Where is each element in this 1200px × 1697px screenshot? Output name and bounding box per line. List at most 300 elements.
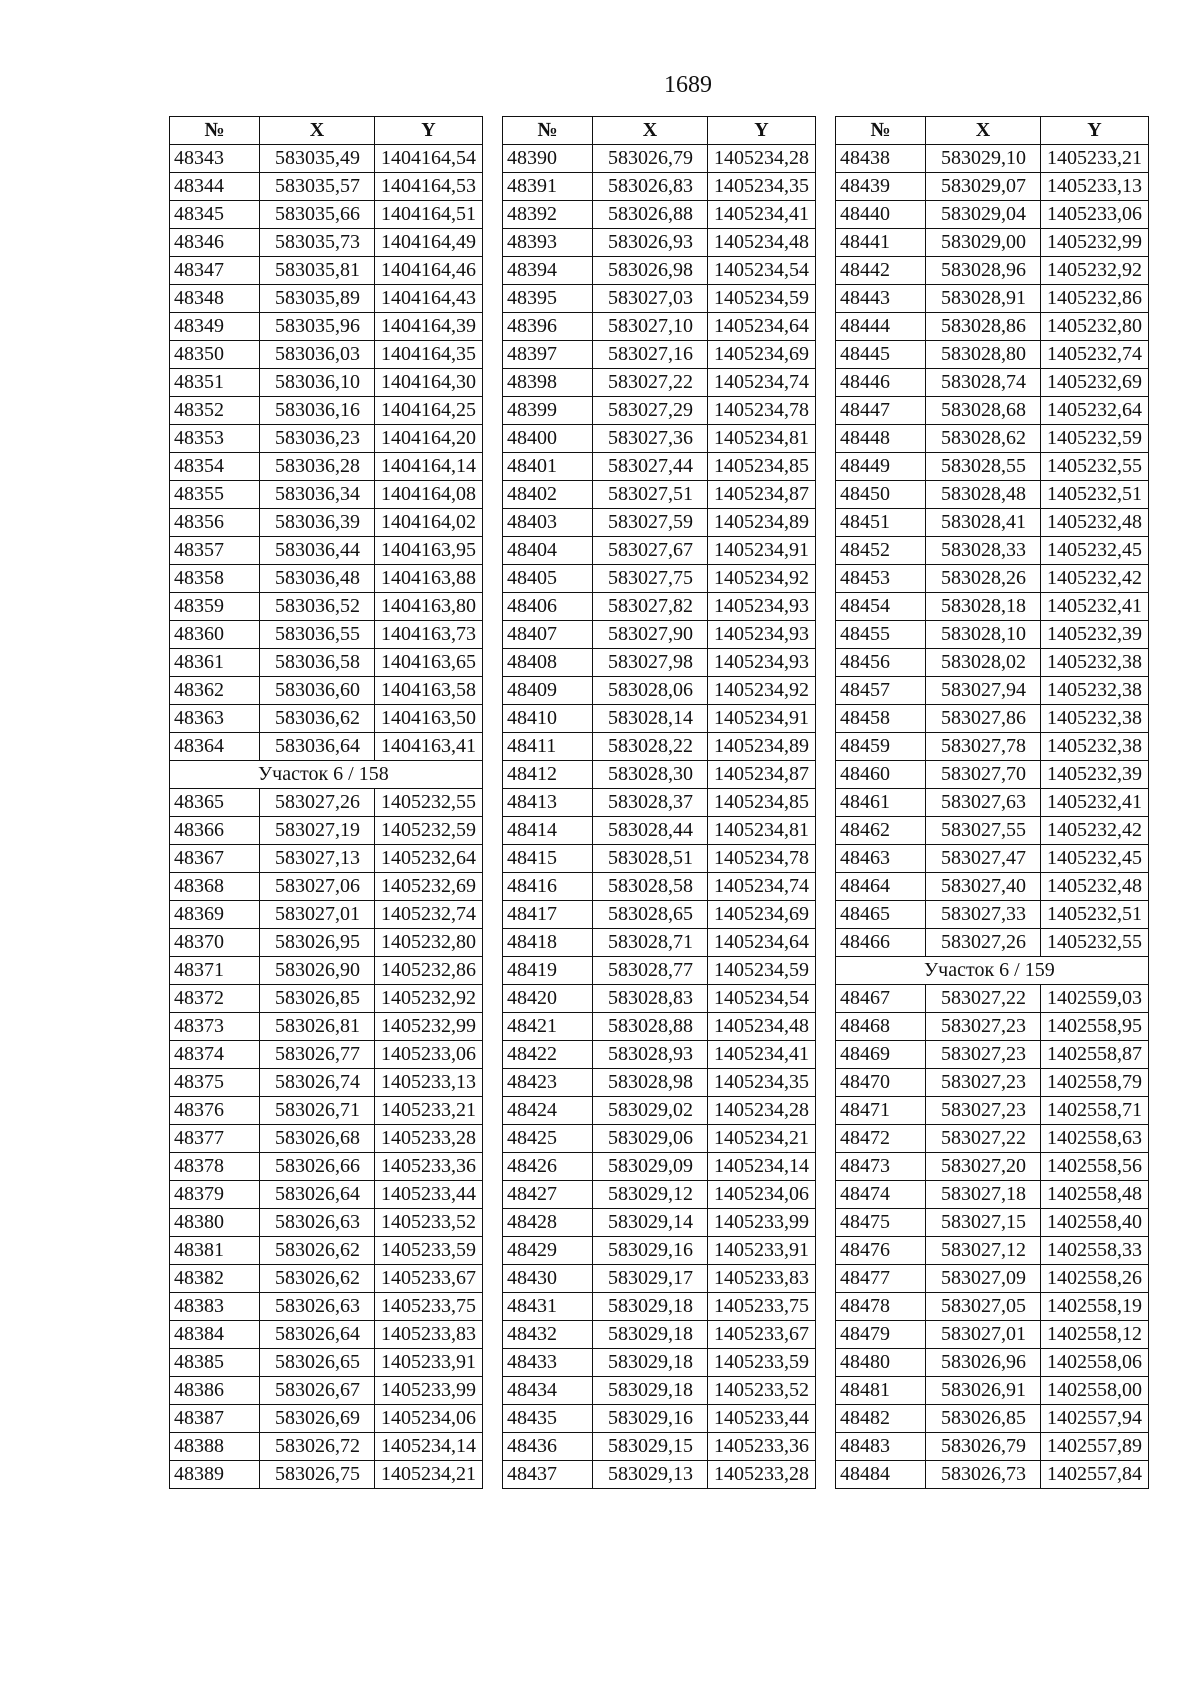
y-coordinate-cell: 1405233,13	[375, 1069, 483, 1097]
y-coordinate-cell: 1405232,64	[375, 845, 483, 873]
point-number-cell: 48478	[836, 1293, 926, 1321]
table-row	[170, 173, 483, 201]
x-coordinate-cell: 583036,16	[260, 397, 375, 425]
point-number-cell: 48416	[503, 873, 593, 901]
y-coordinate-cell: 1404164,30	[375, 369, 483, 397]
x-coordinate-cell: 583026,83	[593, 173, 708, 201]
x-coordinate-cell: 583036,48	[260, 565, 375, 593]
x-coordinate-cell: 583027,19	[260, 817, 375, 845]
y-coordinate-cell: 1405233,99	[375, 1377, 483, 1405]
table-row	[170, 649, 483, 677]
y-coordinate-cell: 1405232,42	[1041, 817, 1149, 845]
x-coordinate-cell: 583027,03	[593, 285, 708, 313]
point-number-cell: 48459	[836, 733, 926, 761]
x-coordinate-cell: 583036,52	[260, 593, 375, 621]
table-row	[836, 761, 1149, 789]
x-coordinate-cell: 583028,02	[926, 649, 1041, 677]
x-coordinate-cell: 583026,71	[260, 1097, 375, 1125]
table-row	[836, 1405, 1149, 1433]
y-coordinate-cell: 1405234,41	[708, 201, 816, 229]
point-number-cell: 48383	[170, 1293, 260, 1321]
table-row	[503, 1349, 816, 1377]
y-coordinate-cell: 1404164,02	[375, 509, 483, 537]
point-number-cell: 48450	[836, 481, 926, 509]
y-coordinate-cell: 1405234,69	[708, 901, 816, 929]
y-coordinate-cell: 1405233,44	[708, 1405, 816, 1433]
point-number-cell: 48464	[836, 873, 926, 901]
point-number-cell: 48470	[836, 1069, 926, 1097]
x-coordinate-cell: 583028,41	[926, 509, 1041, 537]
y-coordinate-cell: 1405234,28	[708, 145, 816, 173]
x-coordinate-cell: 583027,44	[593, 453, 708, 481]
point-number-cell: 48475	[836, 1209, 926, 1237]
point-number-cell: 48418	[503, 929, 593, 957]
point-number-cell: 48419	[503, 957, 593, 985]
point-number-cell: 48371	[170, 957, 260, 985]
x-coordinate-cell: 583036,03	[260, 341, 375, 369]
x-coordinate-cell: 583027,78	[926, 733, 1041, 761]
y-coordinate-cell: 1405234,74	[708, 369, 816, 397]
x-coordinate-cell: 583027,12	[926, 1237, 1041, 1265]
y-coordinate-cell: 1405232,74	[1041, 341, 1149, 369]
table-row	[503, 845, 816, 873]
point-number-cell: 48363	[170, 705, 260, 733]
y-coordinate-cell: 1405232,86	[375, 957, 483, 985]
x-coordinate-cell: 583027,47	[926, 845, 1041, 873]
point-number-cell: 48421	[503, 1013, 593, 1041]
y-coordinate-cell: 1405232,59	[1041, 425, 1149, 453]
point-number-cell: 48345	[170, 201, 260, 229]
table-row	[170, 1041, 483, 1069]
x-coordinate-cell: 583027,33	[926, 901, 1041, 929]
point-number-cell: 48415	[503, 845, 593, 873]
table-row	[170, 537, 483, 565]
y-coordinate-cell: 1405233,28	[375, 1125, 483, 1153]
x-coordinate-cell: 583028,10	[926, 621, 1041, 649]
y-coordinate-cell: 1405234,59	[708, 957, 816, 985]
y-coordinate-cell: 1402557,84	[1041, 1461, 1149, 1489]
x-coordinate-cell: 583035,57	[260, 173, 375, 201]
point-number-cell: 48452	[836, 537, 926, 565]
table-row	[503, 369, 816, 397]
point-number-cell: 48361	[170, 649, 260, 677]
x-coordinate-cell: 583026,62	[260, 1237, 375, 1265]
y-coordinate-cell: 1405233,13	[1041, 173, 1149, 201]
y-coordinate-cell: 1405232,80	[1041, 313, 1149, 341]
point-number-cell: 48446	[836, 369, 926, 397]
x-coordinate-cell: 583027,23	[926, 1013, 1041, 1041]
column-header-number: №	[836, 117, 926, 145]
table-row	[836, 313, 1149, 341]
point-number-cell: 48458	[836, 705, 926, 733]
y-coordinate-cell: 1405234,74	[708, 873, 816, 901]
y-coordinate-cell: 1404164,14	[375, 453, 483, 481]
coordinates-table-2	[502, 116, 816, 1489]
x-coordinate-cell: 583027,22	[926, 1125, 1041, 1153]
x-coordinate-cell: 583026,63	[260, 1293, 375, 1321]
x-coordinate-cell: 583028,55	[926, 453, 1041, 481]
y-coordinate-cell: 1405234,14	[708, 1153, 816, 1181]
x-coordinate-cell: 583027,22	[926, 985, 1041, 1013]
y-coordinate-cell: 1405232,38	[1041, 733, 1149, 761]
y-coordinate-cell: 1405233,75	[708, 1293, 816, 1321]
y-coordinate-cell: 1405234,21	[375, 1461, 483, 1489]
point-number-cell: 48476	[836, 1237, 926, 1265]
point-number-cell: 48364	[170, 733, 260, 761]
point-number-cell: 48434	[503, 1377, 593, 1405]
point-number-cell: 48373	[170, 1013, 260, 1041]
x-coordinate-cell: 583028,71	[593, 929, 708, 957]
table-row	[503, 1125, 816, 1153]
table-row	[503, 593, 816, 621]
x-coordinate-cell: 583028,44	[593, 817, 708, 845]
x-coordinate-cell: 583026,64	[260, 1181, 375, 1209]
x-coordinate-cell: 583027,23	[926, 1041, 1041, 1069]
y-coordinate-cell: 1405232,99	[375, 1013, 483, 1041]
x-coordinate-cell: 583028,86	[926, 313, 1041, 341]
point-number-cell: 48477	[836, 1265, 926, 1293]
point-number-cell: 48449	[836, 453, 926, 481]
x-coordinate-cell: 583027,01	[260, 901, 375, 929]
point-number-cell: 48410	[503, 705, 593, 733]
table-row	[170, 817, 483, 845]
point-number-cell: 48451	[836, 509, 926, 537]
table-row	[503, 173, 816, 201]
x-coordinate-cell: 583026,74	[260, 1069, 375, 1097]
x-coordinate-cell: 583026,73	[926, 1461, 1041, 1489]
point-number-cell: 48356	[170, 509, 260, 537]
x-coordinate-cell: 583028,51	[593, 845, 708, 873]
table-row	[503, 1181, 816, 1209]
y-coordinate-cell: 1404164,35	[375, 341, 483, 369]
table-row	[503, 733, 816, 761]
table-row	[836, 1097, 1149, 1125]
point-number-cell: 48462	[836, 817, 926, 845]
y-coordinate-cell: 1405234,14	[375, 1433, 483, 1461]
column-header-number: №	[170, 117, 260, 145]
table-row	[503, 677, 816, 705]
y-coordinate-cell: 1402558,63	[1041, 1125, 1149, 1153]
point-number-cell: 48427	[503, 1181, 593, 1209]
y-coordinate-cell: 1402558,56	[1041, 1153, 1149, 1181]
y-coordinate-cell: 1405233,91	[708, 1237, 816, 1265]
table-row	[836, 1153, 1149, 1181]
table-row	[503, 257, 816, 285]
table-row	[503, 1405, 816, 1433]
column-header-y: Y	[708, 117, 816, 145]
x-coordinate-cell: 583028,48	[926, 481, 1041, 509]
x-coordinate-cell: 583029,18	[593, 1377, 708, 1405]
y-coordinate-cell: 1404164,54	[375, 145, 483, 173]
x-coordinate-cell: 583027,13	[260, 845, 375, 873]
table-row	[836, 509, 1149, 537]
table-row	[836, 565, 1149, 593]
point-number-cell: 48460	[836, 761, 926, 789]
x-coordinate-cell: 583027,82	[593, 593, 708, 621]
table-row	[836, 1237, 1149, 1265]
table-row	[836, 985, 1149, 1013]
x-coordinate-cell: 583026,95	[260, 929, 375, 957]
point-number-cell: 48454	[836, 593, 926, 621]
point-number-cell: 48344	[170, 173, 260, 201]
y-coordinate-cell: 1405234,85	[708, 453, 816, 481]
point-number-cell: 48423	[503, 1069, 593, 1097]
section-row	[170, 761, 483, 789]
point-number-cell: 48471	[836, 1097, 926, 1125]
table-row	[503, 1321, 816, 1349]
point-number-cell: 48358	[170, 565, 260, 593]
point-number-cell: 48414	[503, 817, 593, 845]
y-coordinate-cell: 1405234,48	[708, 1013, 816, 1041]
table-row	[170, 1153, 483, 1181]
point-number-cell: 48388	[170, 1433, 260, 1461]
y-coordinate-cell: 1402557,89	[1041, 1433, 1149, 1461]
point-number-cell: 48444	[836, 313, 926, 341]
x-coordinate-cell: 583026,88	[593, 201, 708, 229]
point-number-cell: 48343	[170, 145, 260, 173]
point-number-cell: 48381	[170, 1237, 260, 1265]
y-coordinate-cell: 1404164,43	[375, 285, 483, 313]
y-coordinate-cell: 1405232,48	[1041, 873, 1149, 901]
section-row	[836, 957, 1149, 985]
table-row	[503, 1013, 816, 1041]
table-row	[170, 453, 483, 481]
table-row	[170, 705, 483, 733]
x-coordinate-cell: 583027,98	[593, 649, 708, 677]
x-coordinate-cell: 583029,17	[593, 1265, 708, 1293]
point-number-cell: 48456	[836, 649, 926, 677]
y-coordinate-cell: 1404164,25	[375, 397, 483, 425]
table-row	[503, 1237, 816, 1265]
x-coordinate-cell: 583027,23	[926, 1069, 1041, 1097]
table-row	[170, 621, 483, 649]
point-number-cell: 48431	[503, 1293, 593, 1321]
x-coordinate-cell: 583026,98	[593, 257, 708, 285]
point-number-cell: 48346	[170, 229, 260, 257]
x-coordinate-cell: 583026,85	[260, 985, 375, 1013]
y-coordinate-cell: 1402557,94	[1041, 1405, 1149, 1433]
y-coordinate-cell: 1405232,51	[1041, 901, 1149, 929]
y-coordinate-cell: 1405233,67	[375, 1265, 483, 1293]
y-coordinate-cell: 1404164,20	[375, 425, 483, 453]
table-row	[170, 1209, 483, 1237]
table-row	[170, 509, 483, 537]
y-coordinate-cell: 1405233,06	[375, 1041, 483, 1069]
table-row	[836, 1321, 1149, 1349]
point-number-cell: 48473	[836, 1153, 926, 1181]
x-coordinate-cell: 583027,10	[593, 313, 708, 341]
table-row	[836, 1265, 1149, 1293]
point-number-cell: 48432	[503, 1321, 593, 1349]
point-number-cell: 48353	[170, 425, 260, 453]
x-coordinate-cell: 583026,90	[260, 957, 375, 985]
x-coordinate-cell: 583035,73	[260, 229, 375, 257]
x-coordinate-cell: 583029,16	[593, 1237, 708, 1265]
table-row	[503, 705, 816, 733]
x-coordinate-cell: 583026,93	[593, 229, 708, 257]
table-row	[170, 1349, 483, 1377]
x-coordinate-cell: 583028,33	[926, 537, 1041, 565]
x-coordinate-cell: 583036,39	[260, 509, 375, 537]
y-coordinate-cell: 1405232,48	[1041, 509, 1149, 537]
y-coordinate-cell: 1402558,33	[1041, 1237, 1149, 1265]
table-row	[836, 789, 1149, 817]
table-row	[836, 1461, 1149, 1489]
x-coordinate-cell: 583029,12	[593, 1181, 708, 1209]
table-row	[170, 1069, 483, 1097]
table-row	[170, 1237, 483, 1265]
x-coordinate-cell: 583029,18	[593, 1349, 708, 1377]
x-coordinate-cell: 583027,55	[926, 817, 1041, 845]
y-coordinate-cell: 1405234,69	[708, 341, 816, 369]
point-number-cell: 48407	[503, 621, 593, 649]
y-coordinate-cell: 1405233,91	[375, 1349, 483, 1377]
y-coordinate-cell: 1405234,59	[708, 285, 816, 313]
y-coordinate-cell: 1404164,08	[375, 481, 483, 509]
y-coordinate-cell: 1402558,19	[1041, 1293, 1149, 1321]
x-coordinate-cell: 583029,07	[926, 173, 1041, 201]
y-coordinate-cell: 1405234,54	[708, 985, 816, 1013]
x-coordinate-cell: 583029,16	[593, 1405, 708, 1433]
y-coordinate-cell: 1405232,38	[1041, 649, 1149, 677]
y-coordinate-cell: 1405234,85	[708, 789, 816, 817]
x-coordinate-cell: 583029,18	[593, 1293, 708, 1321]
y-coordinate-cell: 1405232,42	[1041, 565, 1149, 593]
y-coordinate-cell: 1405232,45	[1041, 845, 1149, 873]
table-row	[170, 285, 483, 313]
x-coordinate-cell: 583027,09	[926, 1265, 1041, 1293]
x-coordinate-cell: 583028,77	[593, 957, 708, 985]
x-coordinate-cell: 583027,06	[260, 873, 375, 901]
y-coordinate-cell: 1405233,36	[708, 1433, 816, 1461]
y-coordinate-cell: 1405233,44	[375, 1181, 483, 1209]
table-row	[836, 929, 1149, 957]
x-coordinate-cell: 583027,18	[926, 1181, 1041, 1209]
x-coordinate-cell: 583036,23	[260, 425, 375, 453]
table-row	[170, 369, 483, 397]
table-row	[503, 425, 816, 453]
point-number-cell: 48398	[503, 369, 593, 397]
table-row	[170, 733, 483, 761]
x-coordinate-cell: 583026,63	[260, 1209, 375, 1237]
point-number-cell: 48465	[836, 901, 926, 929]
x-coordinate-cell: 583027,40	[926, 873, 1041, 901]
y-coordinate-cell: 1404163,65	[375, 649, 483, 677]
y-coordinate-cell: 1402558,06	[1041, 1349, 1149, 1377]
x-coordinate-cell: 583028,91	[926, 285, 1041, 313]
table-row	[836, 621, 1149, 649]
x-coordinate-cell: 583036,10	[260, 369, 375, 397]
table-row	[836, 901, 1149, 929]
x-coordinate-cell: 583026,81	[260, 1013, 375, 1041]
point-number-cell: 48409	[503, 677, 593, 705]
y-coordinate-cell: 1405234,91	[708, 705, 816, 733]
x-coordinate-cell: 583028,58	[593, 873, 708, 901]
table-row	[503, 313, 816, 341]
table-row	[170, 397, 483, 425]
y-coordinate-cell: 1405234,93	[708, 649, 816, 677]
column-header-y: Y	[1041, 117, 1149, 145]
y-coordinate-cell: 1405232,92	[375, 985, 483, 1013]
y-coordinate-cell: 1405232,99	[1041, 229, 1149, 257]
x-coordinate-cell: 583035,89	[260, 285, 375, 313]
y-coordinate-cell: 1402558,48	[1041, 1181, 1149, 1209]
table-row	[836, 845, 1149, 873]
x-coordinate-cell: 583026,66	[260, 1153, 375, 1181]
x-coordinate-cell: 583026,67	[260, 1377, 375, 1405]
y-coordinate-cell: 1405232,45	[1041, 537, 1149, 565]
y-coordinate-cell: 1404163,58	[375, 677, 483, 705]
y-coordinate-cell: 1405233,67	[708, 1321, 816, 1349]
x-coordinate-cell: 583027,75	[593, 565, 708, 593]
table-row	[170, 1405, 483, 1433]
table-row	[503, 1433, 816, 1461]
point-number-cell: 48480	[836, 1349, 926, 1377]
point-number-cell: 48357	[170, 537, 260, 565]
y-coordinate-cell: 1405233,21	[1041, 145, 1149, 173]
y-coordinate-cell: 1405232,92	[1041, 257, 1149, 285]
point-number-cell: 48481	[836, 1377, 926, 1405]
y-coordinate-cell: 1405233,59	[375, 1237, 483, 1265]
table-row	[836, 257, 1149, 285]
table-row	[836, 537, 1149, 565]
x-coordinate-cell: 583035,66	[260, 201, 375, 229]
table-row	[503, 1069, 816, 1097]
y-coordinate-cell: 1405232,38	[1041, 705, 1149, 733]
y-coordinate-cell: 1405234,92	[708, 677, 816, 705]
x-coordinate-cell: 583026,75	[260, 1461, 375, 1489]
y-coordinate-cell: 1402558,71	[1041, 1097, 1149, 1125]
point-number-cell: 48396	[503, 313, 593, 341]
point-number-cell: 48406	[503, 593, 593, 621]
point-number-cell: 48401	[503, 453, 593, 481]
point-number-cell: 48369	[170, 901, 260, 929]
table-row	[170, 1013, 483, 1041]
point-number-cell: 48367	[170, 845, 260, 873]
y-coordinate-cell: 1402558,00	[1041, 1377, 1149, 1405]
x-coordinate-cell: 583028,62	[926, 425, 1041, 453]
x-coordinate-cell: 583036,28	[260, 453, 375, 481]
table-row	[836, 733, 1149, 761]
y-coordinate-cell: 1405233,52	[708, 1377, 816, 1405]
y-coordinate-cell: 1405233,59	[708, 1349, 816, 1377]
point-number-cell: 48453	[836, 565, 926, 593]
point-number-cell: 48377	[170, 1125, 260, 1153]
x-coordinate-cell: 583027,22	[593, 369, 708, 397]
point-number-cell: 48348	[170, 285, 260, 313]
y-coordinate-cell: 1405234,87	[708, 761, 816, 789]
point-number-cell: 48422	[503, 1041, 593, 1069]
y-coordinate-cell: 1405232,69	[375, 873, 483, 901]
x-coordinate-cell: 583026,77	[260, 1041, 375, 1069]
point-number-cell: 48426	[503, 1153, 593, 1181]
point-number-cell: 48387	[170, 1405, 260, 1433]
y-coordinate-cell: 1405233,06	[1041, 201, 1149, 229]
table-row	[503, 957, 816, 985]
table-row	[170, 873, 483, 901]
x-coordinate-cell: 583027,86	[926, 705, 1041, 733]
point-number-cell: 48400	[503, 425, 593, 453]
point-number-cell: 48430	[503, 1265, 593, 1293]
y-coordinate-cell: 1405233,99	[708, 1209, 816, 1237]
table-row	[170, 985, 483, 1013]
x-coordinate-cell: 583035,81	[260, 257, 375, 285]
y-coordinate-cell: 1404164,51	[375, 201, 483, 229]
point-number-cell: 48479	[836, 1321, 926, 1349]
x-coordinate-cell: 583028,96	[926, 257, 1041, 285]
y-coordinate-cell: 1405234,41	[708, 1041, 816, 1069]
point-number-cell: 48469	[836, 1041, 926, 1069]
